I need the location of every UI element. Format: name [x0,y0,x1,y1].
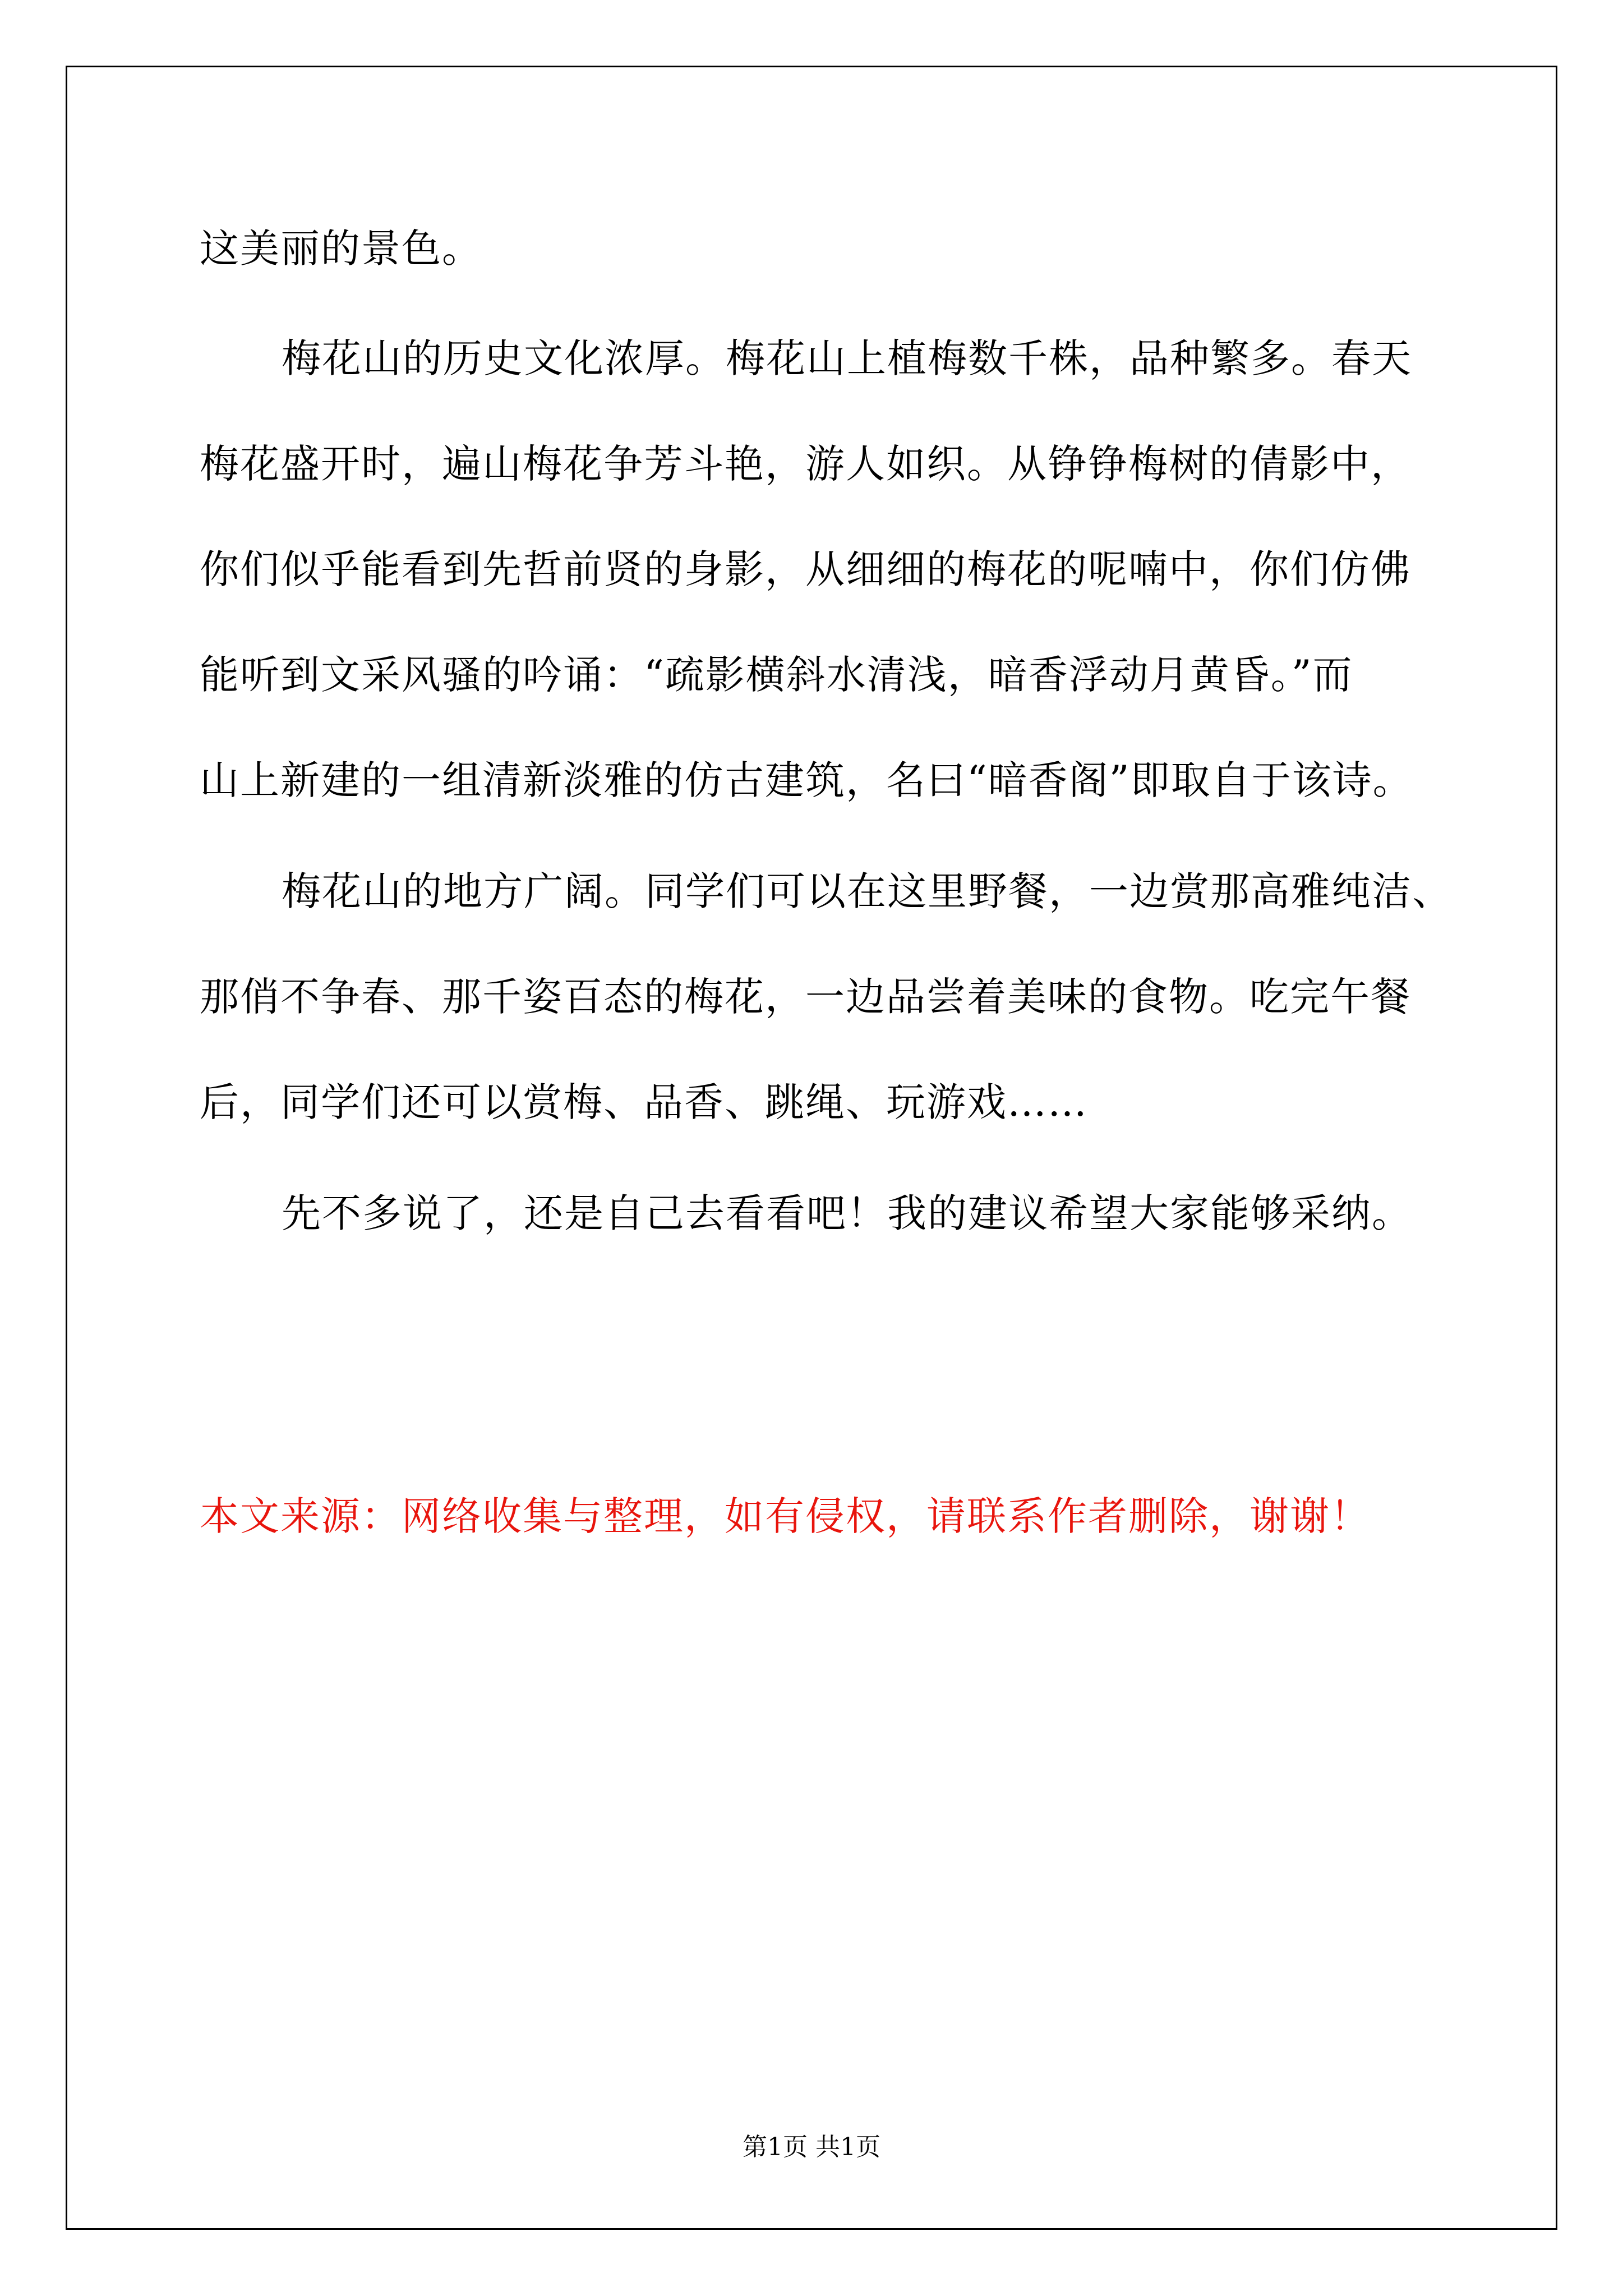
page-number-footer: 第1页 共1页 [743,2133,880,2161]
paragraph-line-2: 梅花山的历史文化浓厚。梅花山上植梅数千株，品种繁多。春天 [282,335,1412,381]
paragraph-line-3: 梅花盛开时，遍山梅花争芳斗艳，游人如织。从铮铮梅树的倩影中， [200,441,1411,487]
source-note: 本文来源：网络收集与整理，如有侵权，请联系作者删除，谢谢！ [200,1493,1371,1539]
paragraph-line-7: 梅花山的地方广阔。同学们可以在这里野餐，一边赏那高雅纯洁、 [282,868,1453,914]
page-border [66,66,1557,2230]
paragraph-line-10: 先不多说了，还是自己去看看吧！我的建议希望大家能够采纳。 [282,1190,1412,1236]
paragraph-line-8: 那俏不争春、那千姿百态的梅花，一边品尝着美味的食物。吃完午餐 [200,974,1411,1020]
paragraph-line-1: 这美丽的景色。 [200,226,482,272]
paragraph-line-4: 你们似乎能看到先哲前贤的身影，从细细的梅花的呢喃中，你们仿佛 [200,546,1411,592]
paragraph-line-6: 山上新建的一组清新淡雅的仿古建筑，名曰“暗香阁”即取自于该诗。 [200,757,1413,803]
paragraph-line-5: 能听到文采风骚的吟诵：“疏影横斜水清浅，暗香浮动月黄昏。”而 [200,652,1353,698]
paragraph-line-9: 后，同学们还可以赏梅、品香、跳绳、玩游戏…… [200,1079,1088,1125]
